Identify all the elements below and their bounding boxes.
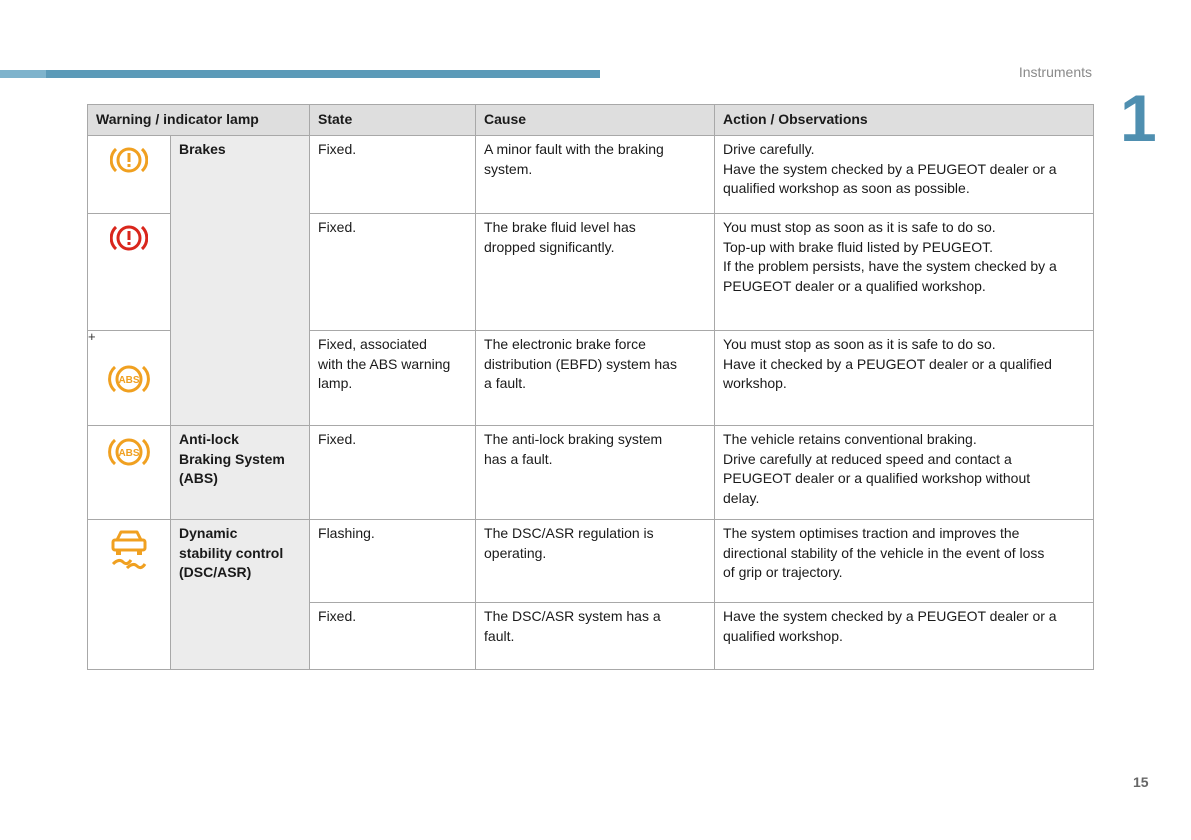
cause-cell: The brake fluid level has dropped significantly. — [476, 214, 715, 331]
table-row — [88, 426, 1094, 520]
column-header-state: State — [310, 105, 476, 136]
action-cell: You must stop as soon as it is safe to do so. Top-up with brake fluid listed by PEUGEOT. If the problem persists, have the system checked by a PEUGEOT dealer or a qualified workshop. — [715, 214, 1094, 331]
action-cell: Drive carefully. Have the system checked by a PEUGEOT dealer or a qualified workshop as soon as possible. — [715, 136, 1094, 214]
lamp-cell — [88, 214, 171, 331]
abs-warning-icon — [108, 434, 150, 470]
cause-cell: The DSC/ASR system has a fault. — [476, 603, 715, 670]
section-title: Instruments — [1018, 64, 1092, 80]
lamp-cell — [88, 331, 171, 426]
column-header-action: Action / Observations — [715, 105, 1094, 136]
warning-lamp-table — [87, 104, 1094, 670]
svg-text:ABS: ABS — [118, 375, 140, 386]
header-accent-bar-left — [0, 70, 46, 78]
action-cell: The vehicle retains conventional braking. Drive carefully at reduced speed and contact a PEUGEOT dealer or a qualified workshop without delay. — [715, 426, 1094, 520]
system-name-brakes: Brakes — [171, 136, 310, 426]
state-cell: Flashing. — [310, 520, 476, 603]
header-accent-bar — [46, 70, 600, 78]
page-number: 15 — [1133, 774, 1149, 790]
table-row — [88, 520, 1094, 603]
column-header-lamp: Warning / indicator lamp — [88, 105, 310, 136]
svg-text:ABS: ABS — [118, 448, 140, 459]
brake-warning-red-icon — [110, 222, 148, 254]
table-header-row — [88, 105, 1094, 136]
abs-warning-icon — [108, 361, 150, 397]
lamp-cell — [88, 136, 171, 214]
action-cell: The system optimises traction and improves the directional stability of the vehicle in the event of loss of grip or trajectory. — [715, 520, 1094, 603]
cause-cell: The electronic brake force distribution (EBFD) system has a fault. — [476, 331, 715, 426]
dsc-asr-warning-icon — [109, 528, 149, 572]
cause-cell: A minor fault with the braking system. — [476, 136, 715, 214]
system-name-abs: Anti-lock Braking System (ABS) — [171, 426, 310, 520]
brake-warning-amber-icon — [110, 144, 148, 176]
state-cell: Fixed, associated with the ABS warning lamp. — [310, 331, 476, 426]
state-cell: Fixed. — [310, 136, 476, 214]
state-cell: Fixed. — [310, 214, 476, 331]
state-cell: Fixed. — [310, 426, 476, 520]
chapter-number: 1 — [1120, 81, 1157, 155]
lamp-cell — [88, 426, 171, 520]
action-cell: You must stop as soon as it is safe to do so. Have it checked by a PEUGEOT dealer or a qualified workshop. — [715, 331, 1094, 426]
system-name-dsc: Dynamic stability control (DSC/ASR) — [171, 520, 310, 670]
action-cell: Have the system checked by a PEUGEOT dealer or a qualified workshop. — [715, 603, 1094, 670]
plus-sign: + — [88, 329, 96, 344]
state-cell: Fixed. — [310, 603, 476, 670]
column-header-cause: Cause — [476, 105, 715, 136]
lamp-cell — [88, 520, 171, 670]
cause-cell: The anti-lock braking system has a fault. — [476, 426, 715, 520]
table-row — [88, 136, 1094, 214]
cause-cell: The DSC/ASR regulation is operating. — [476, 520, 715, 603]
